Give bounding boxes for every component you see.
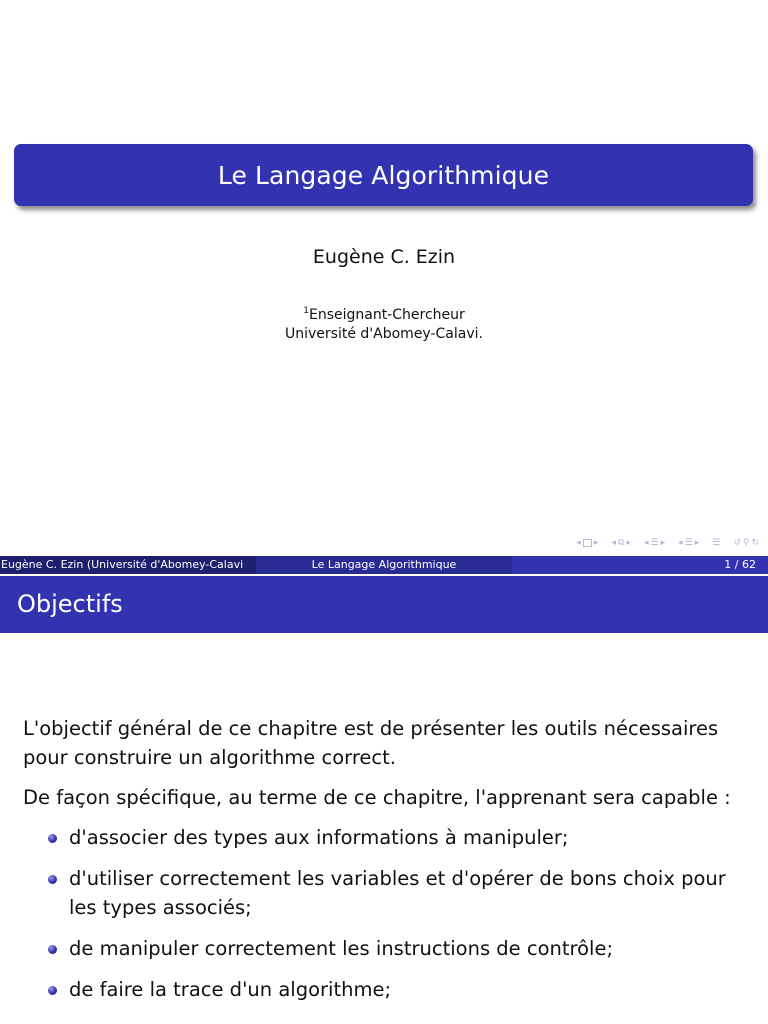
affiliation [0,306,768,344]
author-name: Eugène C. Ezin [312,246,456,268]
list-item [23,864,753,922]
list-item [23,934,753,963]
title-block [14,144,753,206]
bullet-icon [48,986,57,995]
affiliation-university: Université d'Abomey-Calavi. [285,326,483,342]
nav-frame-icon[interactable]: ◂ ⧉ ▸ [611,538,631,548]
footline-page-number: 1 / 62 [512,556,768,574]
nav-subsection-icon[interactable]: ◂ ☰ ▸ [643,538,666,548]
list-item-text: de faire la trace d'un algorithme; [69,978,392,1001]
bullet-icon [48,945,57,954]
affiliation-role: Enseignant-Chercheur [308,307,465,323]
navigation-symbols [564,538,760,548]
list-item [23,823,753,852]
lead-paragraph: De façon spécifique, au terme de ce chapitre, l'apprenant sera capable : [23,786,731,809]
footline [0,556,768,574]
list-item-text: d'associer des types aux informations à manipuler; [69,826,569,849]
footline-title: Le Langage Algorithmique [256,556,512,574]
nav-toc-icon[interactable]: ☰ [712,538,721,548]
bullet-icon [48,875,57,884]
slide-body [23,714,753,1016]
frame-title: Objectifs [17,590,123,618]
footline-author: Eugène C. Ezin (Université d'Abomey-Calavi [0,556,256,574]
list-item-text: de manipuler correctement les instructions de contrôle; [69,937,614,960]
list-item [23,975,753,1004]
affiliation-role-line [0,306,768,325]
objectives-list [23,823,753,1004]
list-item-text: d'utiliser correctement les variables et d'opérer de bons choix pour les types associés; [69,867,726,919]
bullet-icon [48,834,57,843]
presentation-title: Le Langage Algorithmique [217,160,550,190]
nav-search-icon[interactable]: ↺ ⚲ ↻ [733,538,759,548]
frame-title-bar [0,576,768,633]
nav-slide-icon[interactable]: ◂ ▸ [576,538,599,548]
intro-paragraph: L'objectif général de ce chapitre est de présenter les outils nécessaires pour construire un algorithme correct. [23,717,719,769]
affiliation-mark: 1 [303,306,309,316]
nav-section-icon[interactable]: ◂ ☰ ▸ [678,538,700,548]
